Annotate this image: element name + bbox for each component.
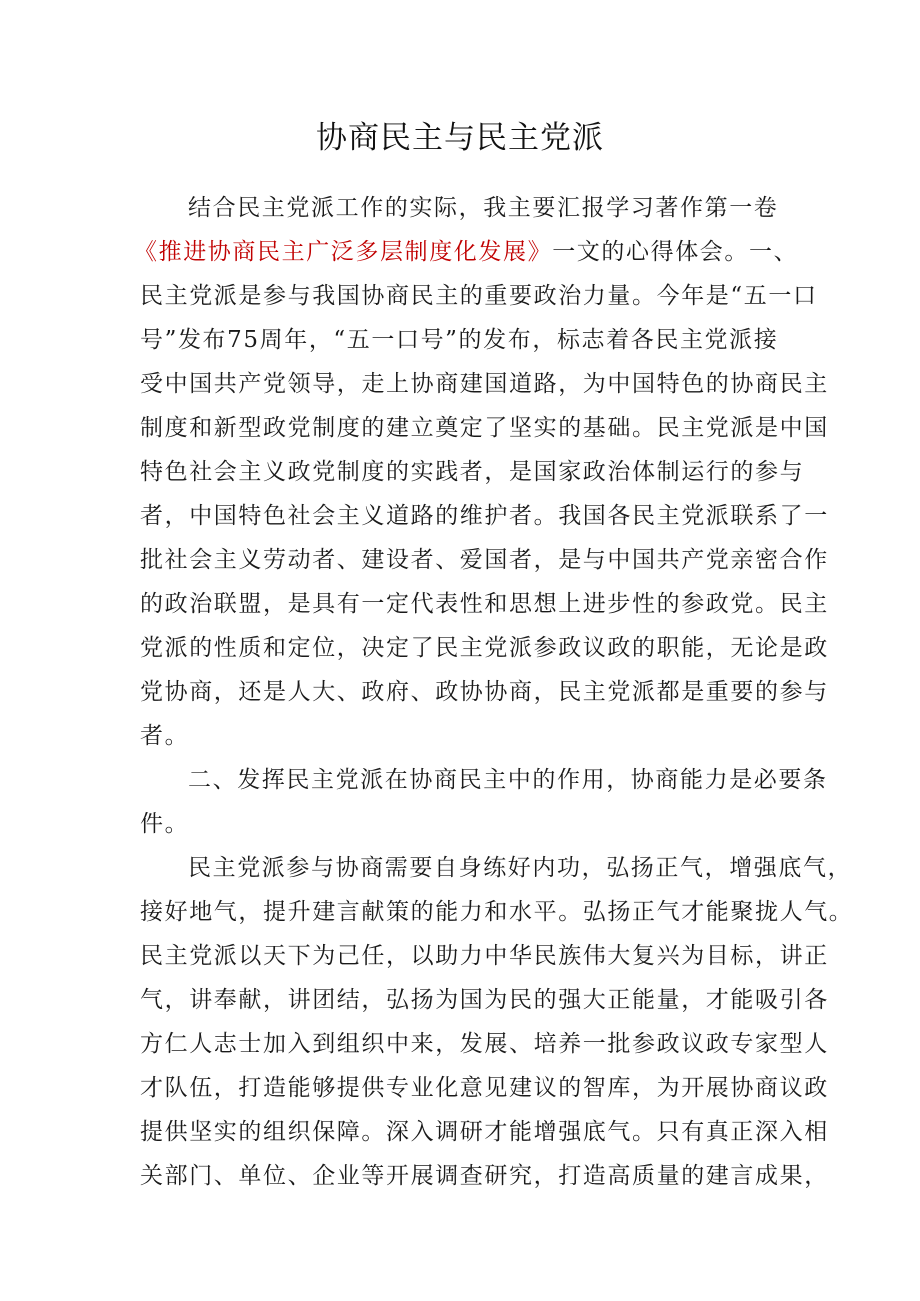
paragraph-line: 号”发布75周年，“五一口号”的发布，标志着各民主党派接 xyxy=(140,327,779,353)
citation-text: 《推进协商民主广泛多层制度化发展》 xyxy=(134,239,553,265)
paragraph-line: 才队伍，打造能够提供专业化意见建议的智库，为开展协商议政 xyxy=(140,1075,829,1101)
paragraph-line: 批社会主义劳动者、建设者、爱国者，是与中国共产党亲密合作 xyxy=(140,547,829,573)
paragraph-line: 者。 xyxy=(140,723,190,749)
document-title: 协商民主与民主党派 xyxy=(316,120,604,156)
paragraph-line: 民主党派以天下为己任，以助力中华民族伟大复兴为目标，讲正 xyxy=(140,943,829,969)
paragraph-line: 制度和新型政党制度的建立奠定了坚实的基础。民主党派是中国 xyxy=(140,415,829,441)
paragraph-line: 党派的性质和定位，决定了民主党派参政议政的职能，无论是政 xyxy=(140,635,829,661)
paragraph-line: 关部门、单位、企业等开展调查研究，打造高质量的建言成果， xyxy=(140,1163,829,1189)
paragraph-line: 结合民主党派工作的实际，我主要汇报学习著作第一卷 xyxy=(188,195,779,221)
paragraph-line: 特色社会主义政党制度的实践者，是国家政治体制运行的参与 xyxy=(140,459,805,485)
paragraph-line: 党协商，还是人大、政府、政协协商，民主党派都是重要的参与 xyxy=(140,679,829,705)
paragraph-line xyxy=(134,232,799,272)
paragraph-line-text: 一文的心得体会。一、 xyxy=(552,239,799,265)
paragraph-line: 受中国共产党领导，走上协商建国道路，为中国特色的协商民主 xyxy=(140,371,829,397)
paragraph-line: 民主党派是参与我国协商民主的重要政治力量。今年是“五一口 xyxy=(140,283,818,309)
paragraph-line: 件。 xyxy=(140,811,190,837)
paragraph-line: 接好地气，提升建言献策的能力和水平。弘扬正气才能聚拢人气。 xyxy=(140,899,854,925)
paragraph-line: 民主党派参与协商需要自身练好内功，弘扬正气，增强底气， xyxy=(188,855,853,881)
paragraph-line: 提供坚实的组织保障。深入调研才能增强底气。只有真正深入相 xyxy=(140,1119,829,1145)
paragraph-line: 气，讲奉献，讲团结，弘扬为国为民的强大正能量，才能吸引各 xyxy=(140,987,829,1013)
paragraph-line: 方仁人志士加入到组织中来，发展、培养一批参政议政专家型人 xyxy=(140,1031,829,1057)
paragraph-line: 者，中国特色社会主义道路的维护者。我国各民主党派联系了一 xyxy=(140,503,829,529)
paragraph-line: 的政治联盟，是具有一定代表性和思想上进步性的参政党。民主 xyxy=(140,591,829,617)
paragraph-line: 二、发挥民主党派在协商民主中的作用，协商能力是必要条 xyxy=(188,767,828,793)
